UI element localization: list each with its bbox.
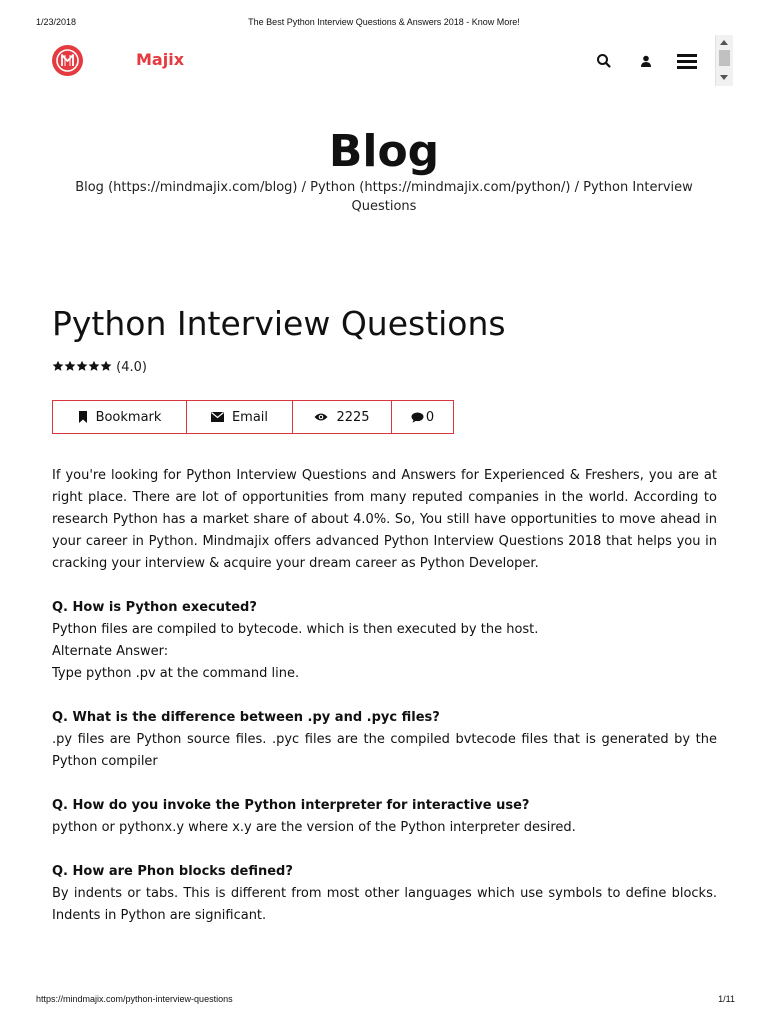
intro-paragraph: If you're looking for Python Interview Questions and Answers for Experienced & Freshers, you are at right place. There are lot of opportunities from many reputed companies in the world. According to research Python has a market share of about 4.0%. So, You still have opportunities to move ahead in your career in Python. Mindmajix offers advanced Python Interview Questions 2018 that helps you in cracking your interview & acquire your dream career as Python Developer. <box>52 468 717 571</box>
print-header <box>0 17 768 31</box>
mindmajix-logo-icon[interactable] <box>52 45 83 76</box>
article-action-bar <box>52 400 454 434</box>
question: Q. How do you invoke the Python interpreter for interactive use? <box>52 798 530 813</box>
star-icon <box>88 360 100 372</box>
star-icon <box>100 360 112 372</box>
bookmark-label: Bookmark <box>95 409 162 425</box>
print-title: The Best Python Interview Questions & Answers 2018 - Know More! <box>248 17 520 27</box>
user-icon[interactable] <box>637 52 655 70</box>
email-label: Email <box>231 409 269 425</box>
star-icon <box>76 360 88 372</box>
comment-icon <box>411 412 424 423</box>
search-icon[interactable] <box>595 52 613 70</box>
scroll-up-arrow-icon[interactable] <box>720 40 728 45</box>
qa-item <box>52 795 717 839</box>
scrollbar-thumb[interactable] <box>719 50 730 66</box>
brand-name[interactable]: Majix <box>136 50 185 69</box>
scrollbar[interactable] <box>715 35 733 86</box>
star-icon <box>52 360 64 372</box>
qa-item <box>52 597 717 685</box>
answer-line: Python files are compiled to bytecode. which is then executed by the host. <box>52 622 539 637</box>
print-url: https://mindmajix.com/python-interview-questions <box>36 994 233 1004</box>
answer-line: Alternate Answer: <box>52 644 169 659</box>
question: Q. How is Python executed? <box>52 600 257 615</box>
views-count <box>293 401 392 433</box>
blog-heading: Blog <box>328 126 440 177</box>
comments-button[interactable] <box>392 401 453 433</box>
rating-value: (4.0) <box>116 360 147 375</box>
scroll-down-arrow-icon[interactable] <box>720 75 728 80</box>
qa-item <box>52 861 717 927</box>
stars <box>52 360 116 375</box>
qa-item <box>52 707 717 773</box>
print-page-number: 1/11 <box>718 994 735 1004</box>
answer-line: By indents or tabs. This is different from most other languages which use symbols to define blocks. Indents in Python are significant. <box>52 886 717 923</box>
question: Q. How are Phon blocks defined? <box>52 864 293 879</box>
answer-line: Type python .pv at the command line. <box>52 666 300 681</box>
star-rating[interactable] <box>52 360 147 378</box>
views-value: 2225 <box>336 409 370 425</box>
envelope-icon <box>211 412 224 422</box>
email-button[interactable] <box>187 401 293 433</box>
star-icon <box>64 360 76 372</box>
hamburger-menu-icon[interactable] <box>676 51 698 69</box>
bookmark-button[interactable] <box>53 401 187 433</box>
eye-icon <box>314 412 328 422</box>
article-content <box>52 465 717 949</box>
answer-line: .py files are Python source files. .pyc files are the compiled bvtecode files that is generated by the Python compiler <box>52 732 717 769</box>
bookmark-icon <box>78 411 88 423</box>
breadcrumb[interactable]: Blog (https://mindmajix.com/blog) / Python (https://mindmajix.com/python/) / Python Interview Questions <box>75 180 693 214</box>
comments-value: 0 <box>425 409 435 425</box>
answer-line: python or pythonx.y where x.y are the version of the Python interpreter desired. <box>52 820 576 835</box>
page-title: Python Interview Questions <box>52 304 506 343</box>
question: Q. What is the difference between .py and .pyc files? <box>52 710 440 725</box>
print-date: 1/23/2018 <box>36 17 77 27</box>
navbar <box>0 42 768 82</box>
print-footer <box>0 994 768 1008</box>
